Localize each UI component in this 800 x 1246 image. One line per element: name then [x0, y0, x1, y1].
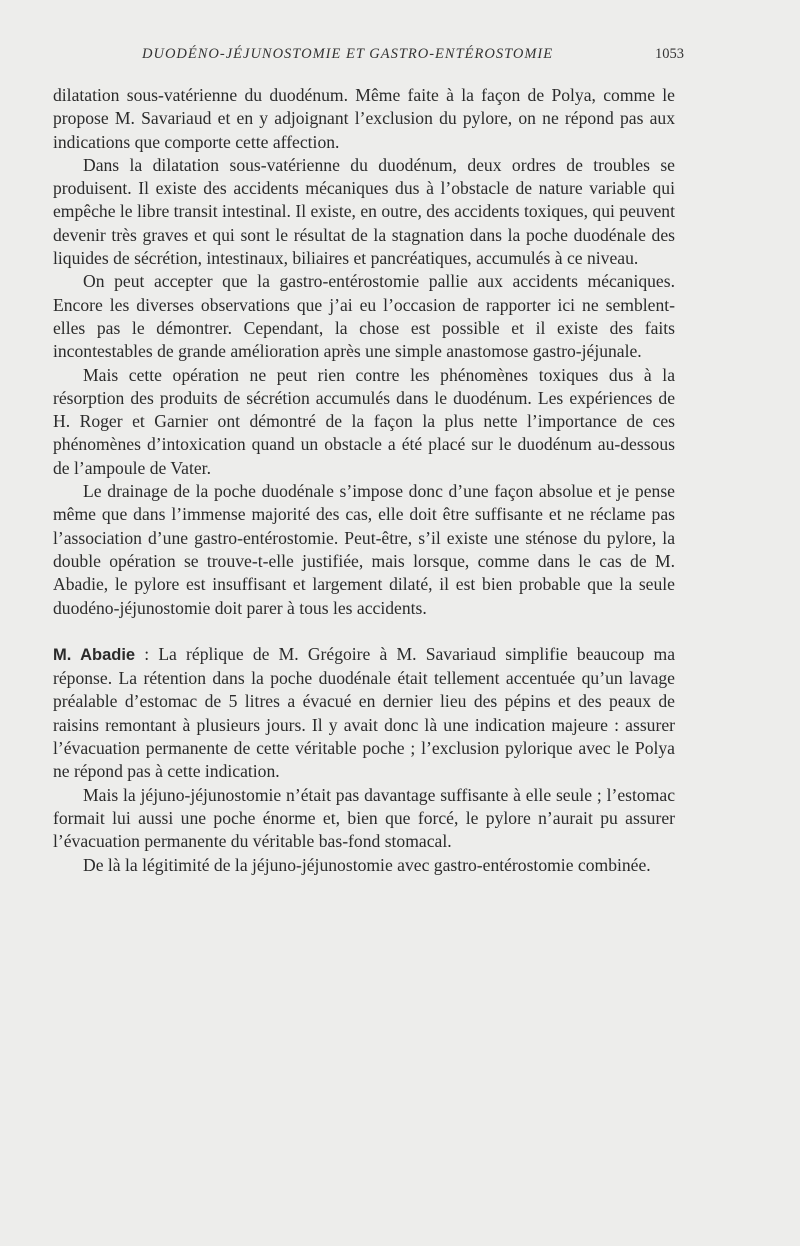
running-title: DUODÉNO-JÉJUNOSTOMIE ET GASTRO-ENTÉROSTOMIE [142, 46, 554, 62]
paragraph-5: Le drainage de la poche duodénale s’impose donc d’une façon absolue et je pense même que dans l’immense majorité des cas, elle doit être suffisante et ne réclame pas l’association d’une gastro-entérostomie. Peut-être, s’il existe une sténose du pylore, la double opération se trouve-t-elle justifiée, mais lorsque, comme dans le cas de M. Abadie, le pylore est insuffisant et largement dilaté, il est bien probable que la seule duodéno-jéjunostomie doit parer à tous les accidents. [53, 481, 675, 618]
reply-paragraph-1-text: : La réplique de M. Grégoire à M. Savariaud simplifie beaucoup ma réponse. La rétention dans la poche duodénale était tellement accentuée qu’un lavage préalable d’estomac de 5 litres a évacué en dernier lieu des pépins et des peaux de raisins remontant à plusieurs jours. Il y avait donc là une indication majeure : assurer l’évacuation permanente de cette véritable poche ; l’exclusion pylorique avec le Polya ne répond pas à cette indication. [53, 643, 676, 782]
page-header [142, 46, 684, 70]
body-text [53, 84, 675, 877]
paragraph-4: Mais cette opération ne peut rien contre les phénomènes toxiques dus à la résorption des produits de sécrétion accumulés dans le duodénum. Les expériences de H. Roger et Garnier ont démontré de la façon la plus nette l’importance de ces phénomènes d’intoxication quand un obstacle a été placé sur le duodénum au-dessous de l’ampoule de Vater. [53, 364, 675, 478]
paragraph-1: dilatation sous-vatérienne du duodénum. Même faite à la façon de Polya, comme le propose M. Savariaud et en y adjoignant l’exclusion du pylore, on ne répond pas aux indications que comporte cette affection. [53, 85, 675, 152]
paragraph-3: On peut accepter que la gastro-entérostomie pallie aux accidents mécaniques. Encore les diverses observations que j’ai eu l’occasion de rapporter ici ne semblent-elles pas le démontrer. Cependant, la chose est possible et il existe des faits incontestables de grande amélioration après une simple anastomose gastro-jéjunale. [53, 271, 675, 362]
paragraph-2: Dans la dilatation sous-vatérienne du duodénum, deux ordres de troubles se produisent. Il existe des accidents mécaniques dus à l’obstacle de nature variable qui empêche le libre transit intestinal. Il existe, en outre, des accidents toxiques, qui peuvent devenir très graves et qui sont le résultat de la stagnation dans la poche duodénale des liquides de sécrétion, intestinaux, biliaires et pancréatiques, accumulés à ce niveau. [53, 154, 675, 269]
section-gap [53, 620, 675, 643]
speaker-name: M. Abadie [53, 645, 136, 664]
reply-paragraph-3: De là la légitimité de la jéjuno-jéjunostomie avec gastro-entérostomie combinée. [83, 854, 651, 875]
reply-paragraph-2: Mais la jéjuno-jéjunostomie n’était pas davantage suffisante à elle seule ; l’estomac formait lui aussi une poche énorme et, bien que forcé, le pylore n’aurait pu assurer l’évacuation permanente du véritable bas-fond stomacal. [53, 784, 675, 852]
page-number: 1053 [655, 46, 684, 62]
reply-paragraph-1 [53, 643, 675, 784]
